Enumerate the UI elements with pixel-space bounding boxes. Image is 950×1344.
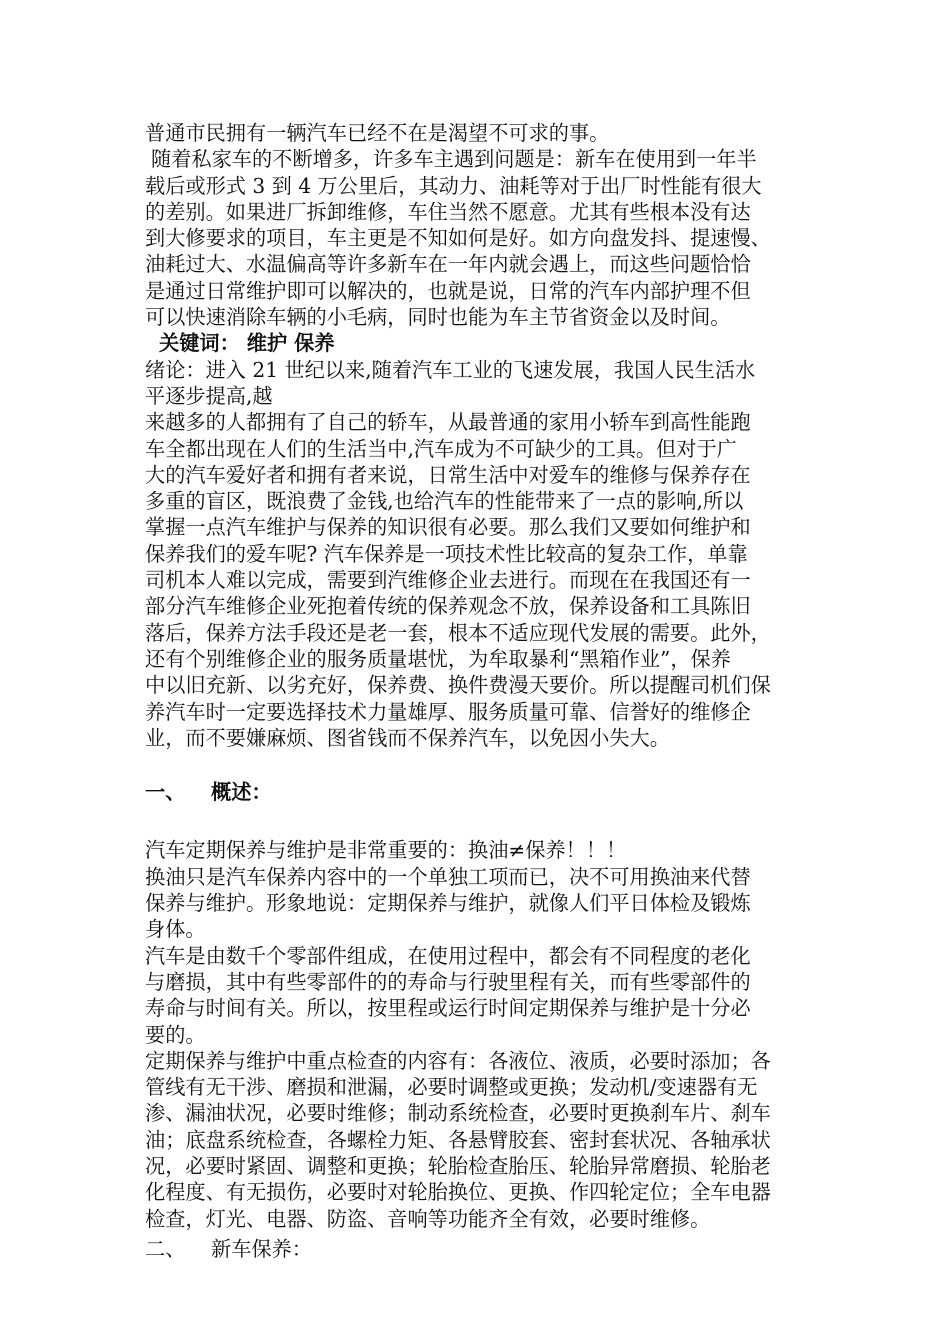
paragraph-parts-aging: 汽车是由数千个零部件组成，在使用过程中，都会有不同程度的老化 与磨损，其中有些零部件的的寿命与行驶里程有关，而有些零部件的 寿命与时间有关。所以，按里程或运行时间定期保养与维护是十分必 要的。 — [145, 943, 751, 1047]
section-number: 二、 — [145, 1236, 186, 1261]
document-page — [145, 120, 810, 1262]
paragraph-introduction-start: 绪论：进入 21 世纪以来,随着汽车工业的飞速发展，我国人民生活水 平逐步提高,越 — [145, 357, 756, 408]
paragraph-intro-end: 普通市民拥有一辆汽车已经不在是渴望不可求的事。 — [145, 121, 610, 145]
section-number: 一、 — [145, 780, 186, 805]
section-title: 概述： — [211, 780, 272, 805]
section-heading-overview — [145, 779, 810, 805]
paragraph-introduction-body: 来越多的人都拥有了自己的轿车，从最普通的家用小轿车到高性能跑 车全都出现在人们的生活当中,汽车成为不可缺少的工具。但对于广 大的汽车爱好者和拥有者来说，日常生活中对爱车的维修与保养存在 多重的盲区，既浪费了金钱,也给汽车的性能带来了一点的影响,所以 掌握一点汽车维护与保养的知识很有必要。那么我们又要如何维护和 保养我们的爱车呢? 汽车保养是一项技术性比较高的复杂工作，单靠 司机本人难以完成，需要到汽维修企业去进行。而现在在我国还有一 部分汽车维修企业死抱着传统的保养观念不放，保养设备和工具陈旧 落后，保养方法手段还是老一套，根本不适应现代发展的需要。此外， 还有个别维修企业的服务质量堪忧，为牟取暴利“黑箱作业”，保养 中以旧充新、以劣充好，保养费、换件费漫天要价。所以提醒司机们保 养汽车时一定要选择技术力量雄厚、服务质量可靠、信誉好的维修企 业，而不要嫌麻烦、图省钱而不保养汽车，以免因小失大。 — [145, 410, 771, 750]
section-title: 新车保养： — [211, 1236, 312, 1261]
paragraph-oil-change: 换油只是汽车保养内容中的一个单独工项而已，决不可用换油来代替 保养与维护。形象地说：定期保养与维护，就像人们平日体检及锻炼 身体。 — [145, 864, 751, 942]
keywords-line: 关键词： 维护 保养 — [159, 331, 335, 356]
section-heading-new-car — [145, 1236, 810, 1262]
paragraph-inspection-items: 定期保养与维护中重点检查的内容有：各液位、液质，必要时添加；各 管线有无干涉、磨损和泄漏，必要时调整或更换；发动机/变速器有无 渗、漏油状况，必要时维修；制动系统检查，必要时更换刹车片、刹车 油；底盘系统检查，各螺栓力矩、各悬臂胶套、密封套状况、各轴承状 况，必要时紧固、调整和更换；轮胎检查胎压、轮胎异常磨损、轮胎老 化程度、有无损伤，必要时对轮胎换位、更换、作四轮定位；全车电器 检查，灯光、电器、防盗、音响等功能齐全有效，必要时维修。 — [145, 1048, 771, 1231]
paragraph-oil-not-maintenance: 汽车定期保养与维护是非常重要的：换油≠保养！！！ — [145, 838, 627, 863]
paragraph-private-cars: 随着私家车的不断增多，许多车主遇到问题是：新车在使用到一年半 载后或形式 3 到 4 万公里后，其动力、油耗等对于出厂时性能有很大 的差别。如果进厂拆卸维修，车住当然不愿意。尤其有些根本没有达 到大修要求的项目，车主更是不知如何是好。如方向盘发抖、提速慢、 油耗过大、水温偏高等许多新车在一年内就会遇上，而这些问题恰恰 是通过日常维护即可以解决的，也就是说，日常的汽车内部护理不但 可以快速消除车辆的小毛病，同时也能为车主节省资金以及时间。 — [145, 147, 771, 330]
